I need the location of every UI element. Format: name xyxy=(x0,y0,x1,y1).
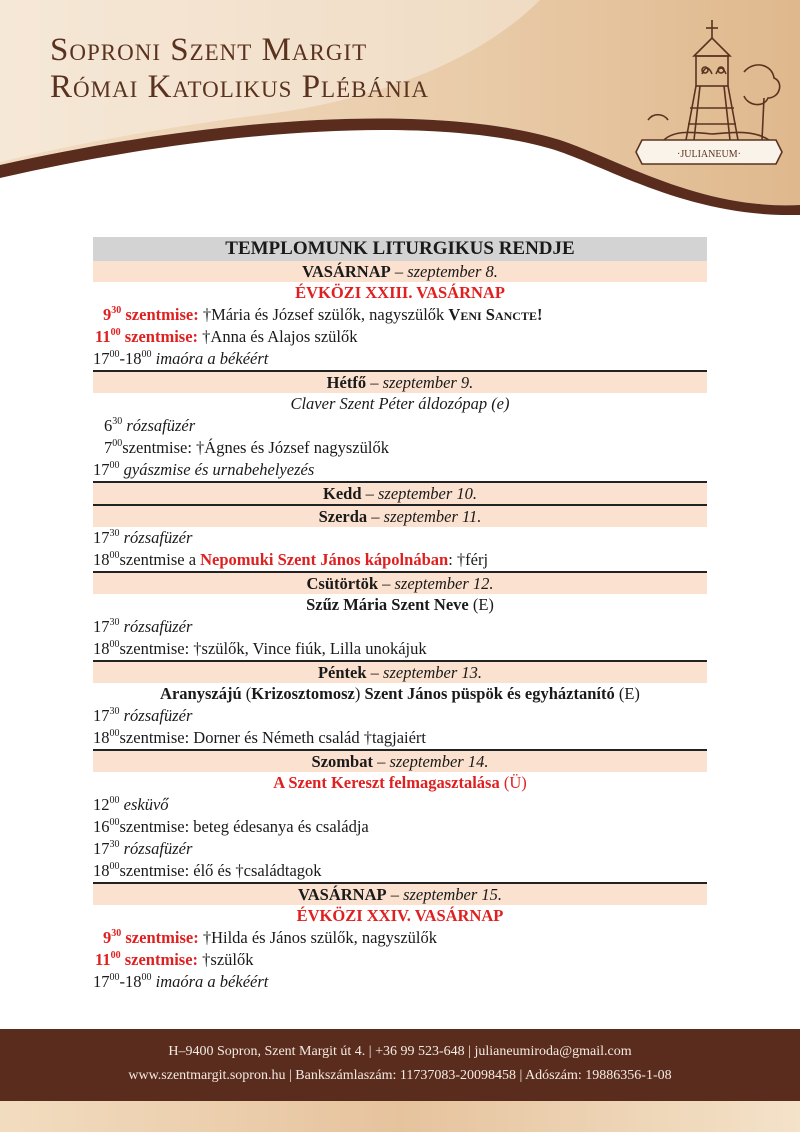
footer-address-line: H–9400 Sopron, Szent Margit út 4. | +36 99 523-648 | julianeumiroda@gmail.com xyxy=(168,1044,632,1059)
service-line xyxy=(93,927,707,949)
day-date: – szeptember 15. xyxy=(386,885,503,904)
day-date: – szeptember 14. xyxy=(372,752,489,771)
day-header-monday xyxy=(93,370,707,393)
day-date: – szeptember 13. xyxy=(366,663,483,682)
service-line xyxy=(93,304,707,326)
julianeum-bell-tower-logo xyxy=(624,12,794,172)
parish-name xyxy=(50,32,429,106)
parish-name-line1: Soproni Szent Margit xyxy=(50,32,368,68)
day-name: Kedd xyxy=(323,484,362,503)
day-header-thursday xyxy=(93,571,707,594)
day-header-sunday-sep8 xyxy=(93,261,707,282)
chapel-name: Nepomuki Szent János kápolnában xyxy=(200,550,449,569)
day-header-tuesday xyxy=(93,481,707,504)
footer-contact xyxy=(0,1029,800,1101)
day-date: – szeptember 12. xyxy=(378,574,494,593)
day-header-friday xyxy=(93,660,707,683)
service-line: $18^{00}szentmise$: élő és †családtagok xyxy=(93,861,322,880)
service-text: imaóra a békéért xyxy=(151,349,269,368)
footer-bank-line: www.szentmargit.sopron.hu | Bankszámlaszám: 11737083-20098458 | Adószám: 19886356-1-08 xyxy=(128,1068,672,1083)
service-line: $18^{00}szentmise$ a Nepomuki Szent János kápolnában: †férj xyxy=(93,550,489,569)
day-name: Hétfő xyxy=(326,373,367,392)
service-line: $16^{00}szentmise$: beteg édesanya és családja xyxy=(93,817,369,836)
day-date: – szeptember 8. xyxy=(390,262,498,281)
footer-decorative-band xyxy=(0,1101,800,1132)
service-text: †Hilda és János szülők, nagyszülők xyxy=(198,928,437,947)
day-date: – szeptember 11. xyxy=(367,507,482,526)
service-line: $12^{00}$ esküvő xyxy=(93,795,169,814)
service-line: $18^{00}szentmise$: †szülők, Vince fiúk, Lilla unokájuk xyxy=(93,639,427,658)
service-text: szentmise: Dorner és Németh család †tagjaiért xyxy=(119,728,427,747)
feast-title: Aranyszájú (Krizosztomosz) Szent János püspök és egyháztanító (E) xyxy=(160,684,640,703)
parish-name-line2: Római Katolikus Plébánia xyxy=(50,69,429,105)
day-header-saturday xyxy=(93,749,707,772)
service-line: $7^{00}szentmise$: †Ágnes és József nagyszülők xyxy=(104,438,389,457)
service-time: $11^{00}$ szentmise: xyxy=(95,950,199,969)
service-time: $11^{00}$ szentmise: xyxy=(95,327,199,346)
day-name: Csütörtök xyxy=(306,574,379,593)
service-text: †szülők xyxy=(198,950,254,969)
service-line: $17^{30}$ rózsafüzér xyxy=(93,839,193,858)
service-text: szentmise a xyxy=(119,550,201,569)
service-time: $9^{30}$ szentmise: xyxy=(103,305,199,324)
service-time: $9^{30}$ szentmise: xyxy=(103,928,199,947)
day-name: VASÁRNAP xyxy=(302,262,391,281)
feast-title: ÉVKÖZI XXIII. VASÁRNAP xyxy=(295,283,505,302)
service-text: szentmise: †szülők, Vince fiúk, Lilla unokájuk xyxy=(119,639,427,658)
day-date: – szeptember 10. xyxy=(361,484,477,503)
service-line: $17^{30}$ rózsafüzér xyxy=(93,617,193,636)
service-text: †Mária és József szülők, nagyszülők xyxy=(198,305,449,324)
day-date: – szeptember 9. xyxy=(366,373,474,392)
feast-title: ÉVKÖZI XXIV. VASÁRNAP xyxy=(296,906,504,925)
service-text: rózsafüzér xyxy=(119,839,193,858)
logo-ribbon-text: ·JULIANEUM· xyxy=(677,149,741,160)
service-line: $17^{00}$ gyászmise és urnabehelyezés xyxy=(93,460,315,479)
day-header-wednesday xyxy=(93,504,707,527)
service-text: †Anna és Alajos szülők xyxy=(198,327,358,346)
service-line: $17^{00}-18^{00}$ imaóra a békéért xyxy=(93,972,269,991)
liturgical-schedule xyxy=(93,237,707,993)
service-text: rózsafüzér xyxy=(119,617,193,636)
service-line: $6^{30}$ rózsafüzér xyxy=(104,416,196,435)
service-line: $17^{30}$ rózsafüzér xyxy=(93,706,193,725)
service-text: szentmise: élő és †családtagok xyxy=(119,861,322,880)
service-text: rózsafüzér xyxy=(119,528,193,547)
service-line: $18^{00}szentmise$: Dorner és Németh család †tagjaiért xyxy=(93,728,427,747)
veni-sancte-tag: Veni Sancte! xyxy=(448,305,543,324)
service-text: rózsafüzér xyxy=(122,416,196,435)
schedule-title: TEMPLOMUNK LITURGIKUS RENDJE xyxy=(93,237,707,261)
service-text: esküvő xyxy=(119,795,169,814)
day-name: Szombat xyxy=(311,752,373,771)
day-name: Péntek xyxy=(317,663,367,682)
service-text: imaóra a békéért xyxy=(151,972,269,991)
service-text: szentmise: beteg édesanya és családja xyxy=(119,817,369,836)
service-text: szentmise: †Ágnes és József nagyszülők xyxy=(122,438,389,457)
service-line: $17^{00}-18^{00}$ imaóra a békéért xyxy=(93,349,269,368)
feast-title: A Szent Kereszt felmagasztalása (Ü) xyxy=(273,773,527,792)
service-line: $17^{30}$ rózsafüzér xyxy=(93,528,193,547)
day-header-sunday-sep15 xyxy=(93,882,707,905)
feast-title: Szűz Mária Szent Neve (E) xyxy=(306,595,494,614)
feast-title: Claver Szent Péter áldozópap (e) xyxy=(290,394,510,413)
service-line xyxy=(93,949,707,971)
service-text: gyászmise és urnabehelyezés xyxy=(119,460,315,479)
service-text: rózsafüzér xyxy=(119,706,193,725)
service-line xyxy=(93,326,707,348)
day-name: Szerda xyxy=(318,507,368,526)
day-name: VASÁRNAP xyxy=(297,885,387,904)
